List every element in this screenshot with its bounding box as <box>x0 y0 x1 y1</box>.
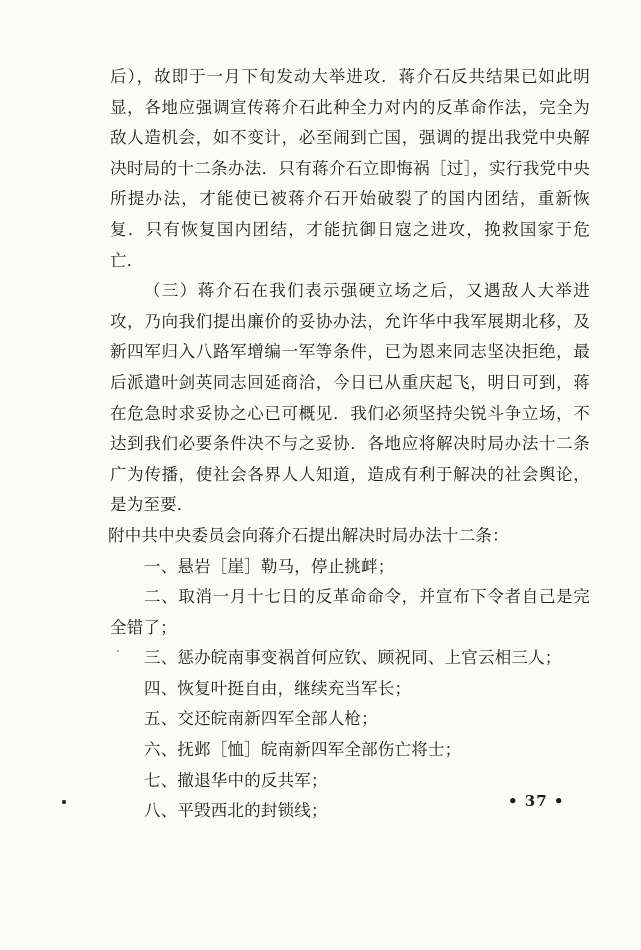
body-line: 显，各地应强调宣传蒋介石此种全力对内的反革命作法，完全为 <box>110 97 590 117</box>
scan-speck <box>62 800 66 804</box>
page-number: • 37 • <box>508 792 565 810</box>
list-item: 三、惩办皖南事变祸首何应钦、顾祝同、上官云相三人； <box>144 648 562 668</box>
list-item: 七、撤退华中的反共军； <box>144 770 328 790</box>
list-item: 一、悬岩［崖］勒马，停止挑衅； <box>144 556 395 576</box>
body-line: 是为至要． <box>110 495 194 515</box>
body-line: 达到我们必要条件决不与之妥协．各地应将解决时局办法十二条 <box>110 434 590 454</box>
body-line: （三）蒋介石在我们表示强硬立场之后，又遇敌人大举进 <box>144 281 590 301</box>
list-item: 六、抚邺［恤］皖南新四军全部伤亡将士； <box>144 740 462 760</box>
attachment-heading: 附中共中央委员会向蒋介石提出解决时局办法十二条： <box>108 525 509 545</box>
body-line: 后），故即于一月下旬发动大举进攻．蒋介石反共结果已如此明 <box>110 67 590 86</box>
page-body <box>110 62 590 827</box>
body-line: 亡． <box>110 250 144 270</box>
scan-speck <box>117 650 119 652</box>
body-line: 敌人造机会，如不变计，必至闹到亡国，强调的提出我党中央解 <box>110 128 590 148</box>
body-line: 在危急时求妥协之心已可概见．我们必须坚持尖锐斗争立场，不 <box>110 403 590 423</box>
list-item: 五、交还皖南新四军全部人枪； <box>144 709 378 729</box>
list-item: 四、恢复叶挺自由，继续充当军长； <box>144 678 412 698</box>
list-item: 八、平毁西北的封锁线； <box>144 801 328 821</box>
body-line: 广为传播，使社会各界人人知道，造成有利于解决的社会舆论， <box>110 464 590 484</box>
list-item-continuation: 全错了； <box>110 617 177 637</box>
body-line: 决时局的十二条办法．只有蒋介石立即悔祸［过］，实行我党中央 <box>110 158 590 178</box>
body-line: 新四军归入八路军增编一军等条件，已为恩来同志坚决拒绝，最 <box>110 342 590 362</box>
list-item: 二、取消一月十七日的反革命命令，并宣布下令者自己是完 <box>144 587 590 607</box>
body-line: 复．只有恢复国内团结，才能抗御日寇之进攻，挽救国家于危 <box>110 219 590 239</box>
body-line: 后派遣叶剑英同志回延商洽，今日已从重庆起飞，明日可到，蒋 <box>110 372 590 392</box>
body-line: 攻，乃向我们提出廉价的妥协办法，允许华中我军展期北移，及 <box>110 311 590 331</box>
body-line: 所提办法，才能使已被蒋介石开始破裂了的国内团结，重新恢 <box>110 189 590 209</box>
